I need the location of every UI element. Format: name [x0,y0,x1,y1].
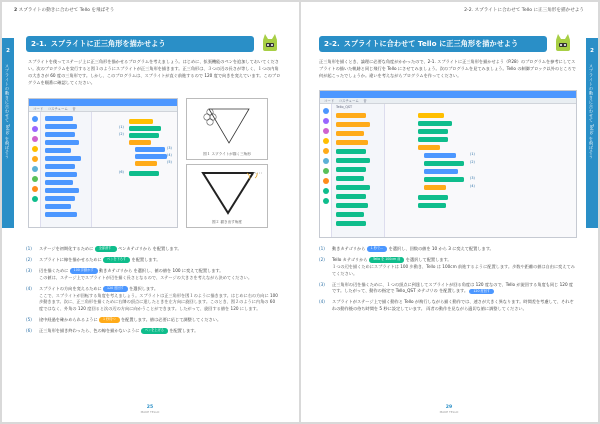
sprite-name-label: Tello_QST [336,105,353,109]
tab-costume: コスチューム [338,99,359,103]
mascot-icon [553,33,573,53]
intro-paragraph: 正三角形を描くとき、論理に必要な角度がかかったので、2-1. スプライトに正三角形を描かせよう（P.28）のプログラムを参考にしてスプライトの描いた軌跡と同じ飛行を Tello にさせてみましょう。次のプログラムを見てみましょう。Tello の制御ブロック以外のところで何が起こったでしょうか。違いを考えながらプログラムを作ってください。 [319,59,576,78]
pen-category-icon [323,188,329,194]
callout-4: (4) [470,184,475,188]
chapter-tab-number: 2 [590,48,594,54]
step-4: (4) スプライトの方向を変えるために 120 度回す を選択します。 ここで、スプライトが回転する角度を考えましょう。スプライトは正三角形を図１のように描きます。はじめに右の方向に 100 歩動きます。次に、正三角形を描くために右隣の頂点に達したときを左方向に旋回します。このとき、図２のように内角の 60 度ではなく、外角の 120 度回ると次の辺の方向に向かうことができます。したがって、旋回する値を 120 にします。 [26,285,278,312]
editor-header-bar [29,99,177,106]
callout-1: (1) [119,125,124,129]
motion-category-icon [32,116,38,122]
palette-block [45,124,77,129]
looks-category-icon [32,126,38,132]
step-1: (1) ステージを初期化するために 全部消す ペンカテゴリから を配置します。 [26,246,182,251]
sound-category-icon [32,136,38,142]
script-block-pen-down [418,137,448,142]
tab-sound: 音 [363,99,367,103]
figure-2-caption: 図２ 描き出す角度 [212,220,242,224]
figure-1 [186,98,268,160]
operators-category-icon [323,168,329,174]
script-block-wait [135,161,157,166]
script-block-pen-up [129,171,159,176]
palette-block [45,188,79,193]
tab-code: コード [33,107,44,111]
callout-2: (2) [119,132,124,136]
step-3: (3) 辺を描くために 100 歩動かす 動きカテゴリから を選択し、値の値を 100 に変えて配置します。 この値は、ステージ上でスプライトが辺を描く長さとなるので、ステージの大きさを考えながら決めてください。 [26,267,253,280]
control-category-icon [323,148,329,154]
chapter-tab-number: 2 [6,48,10,54]
tab-sound: 音 [72,107,76,111]
script-block-turn [424,169,458,174]
variables-category-icon [32,186,38,192]
step-4: (4) スプライトがステージ上で描く動作と Tello が飛行しながら描く動作では、速さが大きく異なります。時間差を考慮して、それぞれの動作後の待ち時間を 5 秒に設定しています。 両者の動作を見ながら適切な値に調整してください。 [319,299,574,312]
triangle-drawing [187,99,269,155]
palette-block [336,131,364,136]
block-chip-pen-up: ペンを上げる [141,328,168,334]
palette-block [45,156,81,161]
tab-costume: コスチューム [47,107,68,111]
category-column [29,112,41,227]
step-1: (1) 動きカテゴリから 1 秒で… を選択し、回数の値を 10 から 3 に変えて配置します。 [319,246,494,251]
palette-block [45,212,77,217]
scratch-editor-screenshot [28,98,178,228]
events-category-icon [323,138,329,144]
script-block-move [424,153,456,158]
section-title [319,36,547,52]
block-chip-pen-down: ペンを下ろす [103,257,130,263]
palette-block [45,180,73,185]
callout-5: (5) [167,160,172,164]
operators-category-icon [32,176,38,182]
tello-category-icon [323,198,329,204]
figure-1-caption: 図１ スプライトが描く三角形 [203,152,251,156]
palette-block [45,140,79,145]
callout-4: (4) [167,153,172,157]
editor-header-bar [320,91,576,98]
intro-paragraph: スプライトを使ってステージ上に正三角形を描かせるプログラムを考えましょう。はじめに、拡張機能のペンを追加しておいてください。次のプログラムを実行すると図１のようにスプライトが正三角形を描きます。正三角形は、３つの辺の長さが等しく、１つの内角の大きさが 60 度の三角形です。しかし、このプログラムは、スプライトが直ぐ前進するので 120 度で向きを変えています。このプログラムを順番に確認してください。 [28,59,281,85]
palette-block [336,158,370,163]
variables-category-icon [323,178,329,184]
tab-code: コード [324,99,335,103]
script-block-wait [424,185,446,190]
looks-category-icon [323,118,329,124]
palette-block [336,149,366,154]
running-head: 2-2. スプライトに合わせて Tello に正三角形を描かせよう [464,8,584,13]
scratch-editor-screenshot [319,90,577,238]
right-page [301,2,598,422]
figure-2 [186,164,268,228]
block-chip-move: 100 歩動かす [70,268,98,274]
block-chip-turn: 120 度回す [103,286,128,292]
block-chip-erase-all: 全部消す [95,246,117,252]
page-number: 25 MAKE TELLO [140,405,160,414]
script-block-tello-forward [424,161,464,166]
block-chip-tello-forward: Tello を 100cm 前 [369,257,404,263]
chapter-tab-label: スプライトの動きに合わせて Tello を飛ばそう [589,64,594,159]
sensing-category-icon [32,166,38,172]
palette-block [336,140,368,145]
script-block-erase-all [129,126,161,131]
script-block-when-flag [418,113,444,118]
palette-block [336,122,370,127]
palette-block [336,194,366,199]
palette-block [336,113,366,118]
step-6: (6) 正三角形を描き終わったら、色の線を描かないように ペンを上げる を配置します。 [26,328,199,334]
steps-list [319,246,577,317]
palette-block [336,221,366,226]
chapter-tab [586,38,598,228]
palette-block [45,204,71,209]
script-block-pen-down [129,133,159,138]
mascot-icon [260,33,280,53]
section-title-text: スプライトに合わせて Tello に正三角形を描かせよう [343,39,519,48]
script-area [384,104,576,237]
chapter-tab-label: スプライトの動きに合わせて Tello を飛ばそう [5,64,10,159]
control-category-icon [32,156,38,162]
palette-block [45,196,75,201]
page-number: 29 MAKE TELLO [439,405,459,414]
palette-block [336,176,364,181]
script-block-takeoff [418,121,452,126]
palette-block [45,172,77,177]
callout-1: (1) [470,152,475,156]
palette-block [45,116,73,121]
section-title-text: スプライトに正三角形を描かせよう [50,39,166,48]
sensing-category-icon [323,158,329,164]
running-head: 2 スプライトの動きに合わせて Tello を飛ばそう [14,8,115,13]
step-5: (5) 途中経過を確かめられるように 1 秒待つ を配置します。値は必要に応じて調整してください。 [26,317,222,323]
callout-3: (3) [167,146,172,150]
palette-block [45,132,75,137]
palette-block [45,164,75,169]
running-head-text: スプライトの動きに合わせて Tello を飛ばそう [18,8,115,13]
section-number: 2-1. [31,39,47,48]
script-block-move [135,147,165,152]
left-page [2,2,299,422]
palette-block [45,148,71,153]
category-column [320,104,332,237]
motion-category-icon [323,108,329,114]
script-block-turn [135,154,167,159]
angle-diagram [187,165,269,221]
callout-2: (2) [470,160,475,164]
script-block-when-flag [129,119,153,124]
script-block-erase-all [418,129,448,134]
callout-6: (6) [119,170,124,174]
script-block-pen-up [418,195,448,200]
script-block-repeat [129,140,151,145]
sound-category-icon [323,128,329,134]
palette-block [336,185,370,190]
section-title [26,36,254,52]
script-block-tello-cw [424,177,464,182]
chapter-tab [2,38,14,228]
palette-block [336,212,364,217]
step-3: (3) 正三角形の辺を描くために、１つの頂点に到達してスプライトが回る角度は 120 度なので、Tello が旋回する角度も同じ 120 度です。したがって、動作の指定で Tello_QST カテゴリの を配置します。 120 度回す [319,281,574,294]
steps-list [26,246,280,339]
block-chip-wait: 1 秒待つ [99,317,120,323]
pen-category-icon [32,196,38,202]
script-block-repeat [418,145,440,150]
block-chip-glide: 1 秒で… [367,246,388,252]
block-chip-turn: 120 度回す [469,289,494,295]
events-category-icon [32,146,38,152]
step-2: (2) Tello カテゴリから Tello を 100cm 前 を選択して配置します。 １つの辺を描くためにスプライトは 100 歩動き、Tello は 100cm 前進するように配置します。歩数や距離の値は自由に変えてみてください。 [319,256,575,276]
palette-block [336,203,368,208]
callout-3: (3) [470,176,475,180]
section-number: 2-2. [324,39,340,48]
palette-block [336,167,366,172]
script-block-land [418,203,446,208]
step-2: (2) スプライトに線を描かせるために ペンを下ろす を配置します。 [26,256,161,262]
